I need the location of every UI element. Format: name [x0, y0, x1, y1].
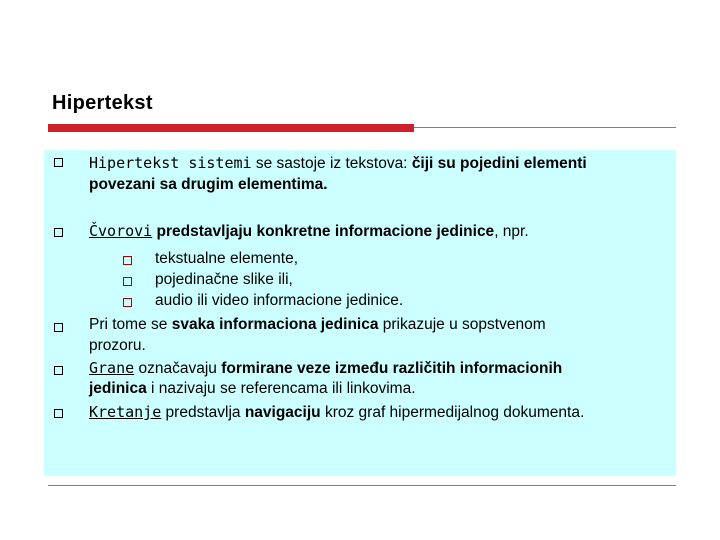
term-grane: Grane	[89, 359, 135, 377]
square-bullet-icon	[54, 366, 63, 375]
paragraph-4-line-1: Grane označavaju formirane veze između različitih informacionih	[89, 359, 563, 377]
title-accent-bar	[48, 124, 414, 132]
paragraph-1-line-1: Hipertekst sistemi se sastoje iz tekstova: čiji su pojedini elementi	[89, 154, 587, 172]
sub-bullet-icon	[123, 298, 132, 307]
term-kretanje: Kretanje	[89, 403, 162, 421]
paragraph-5-line-1: Kretanje predstavlja navigaciju kroz graf hipermedijalnog dokumenta.	[89, 403, 585, 421]
paragraph-1-line-2: povezani sa drugim elementima.	[89, 176, 328, 193]
term-cvorovi: Čvorovi	[89, 222, 153, 240]
sub-item: audio ili video informacione jedinice.	[155, 292, 404, 309]
sub-bullet-icon	[123, 256, 132, 265]
paragraph-2-line-1: Čvorovi predstavljaju konkretne informacione jedinice, npr.	[89, 222, 529, 240]
sub-bullet-icon	[123, 277, 132, 286]
sub-item: pojedinačne slike ili,	[155, 271, 293, 288]
footer-divider	[48, 485, 676, 486]
sub-item: tekstualne elemente,	[155, 250, 299, 267]
content-box	[44, 150, 676, 476]
square-bullet-icon	[54, 158, 63, 167]
square-bullet-icon	[54, 228, 63, 237]
square-bullet-icon	[54, 323, 63, 332]
paragraph-3-line-1: Pri tome se svaka informaciona jedinica prikazuje u sopstvenom	[89, 316, 546, 333]
title-divider	[414, 127, 676, 128]
paragraph-3-line-2: prozoru.	[89, 337, 146, 354]
slide-title: Hipertekst	[52, 92, 153, 114]
paragraph-4-line-2: jedinica i nazivaju se referencama ili linkovima.	[89, 380, 416, 397]
term-hipertekst-sistemi: Hipertekst sistemi	[89, 154, 252, 172]
square-bullet-icon	[54, 409, 63, 418]
